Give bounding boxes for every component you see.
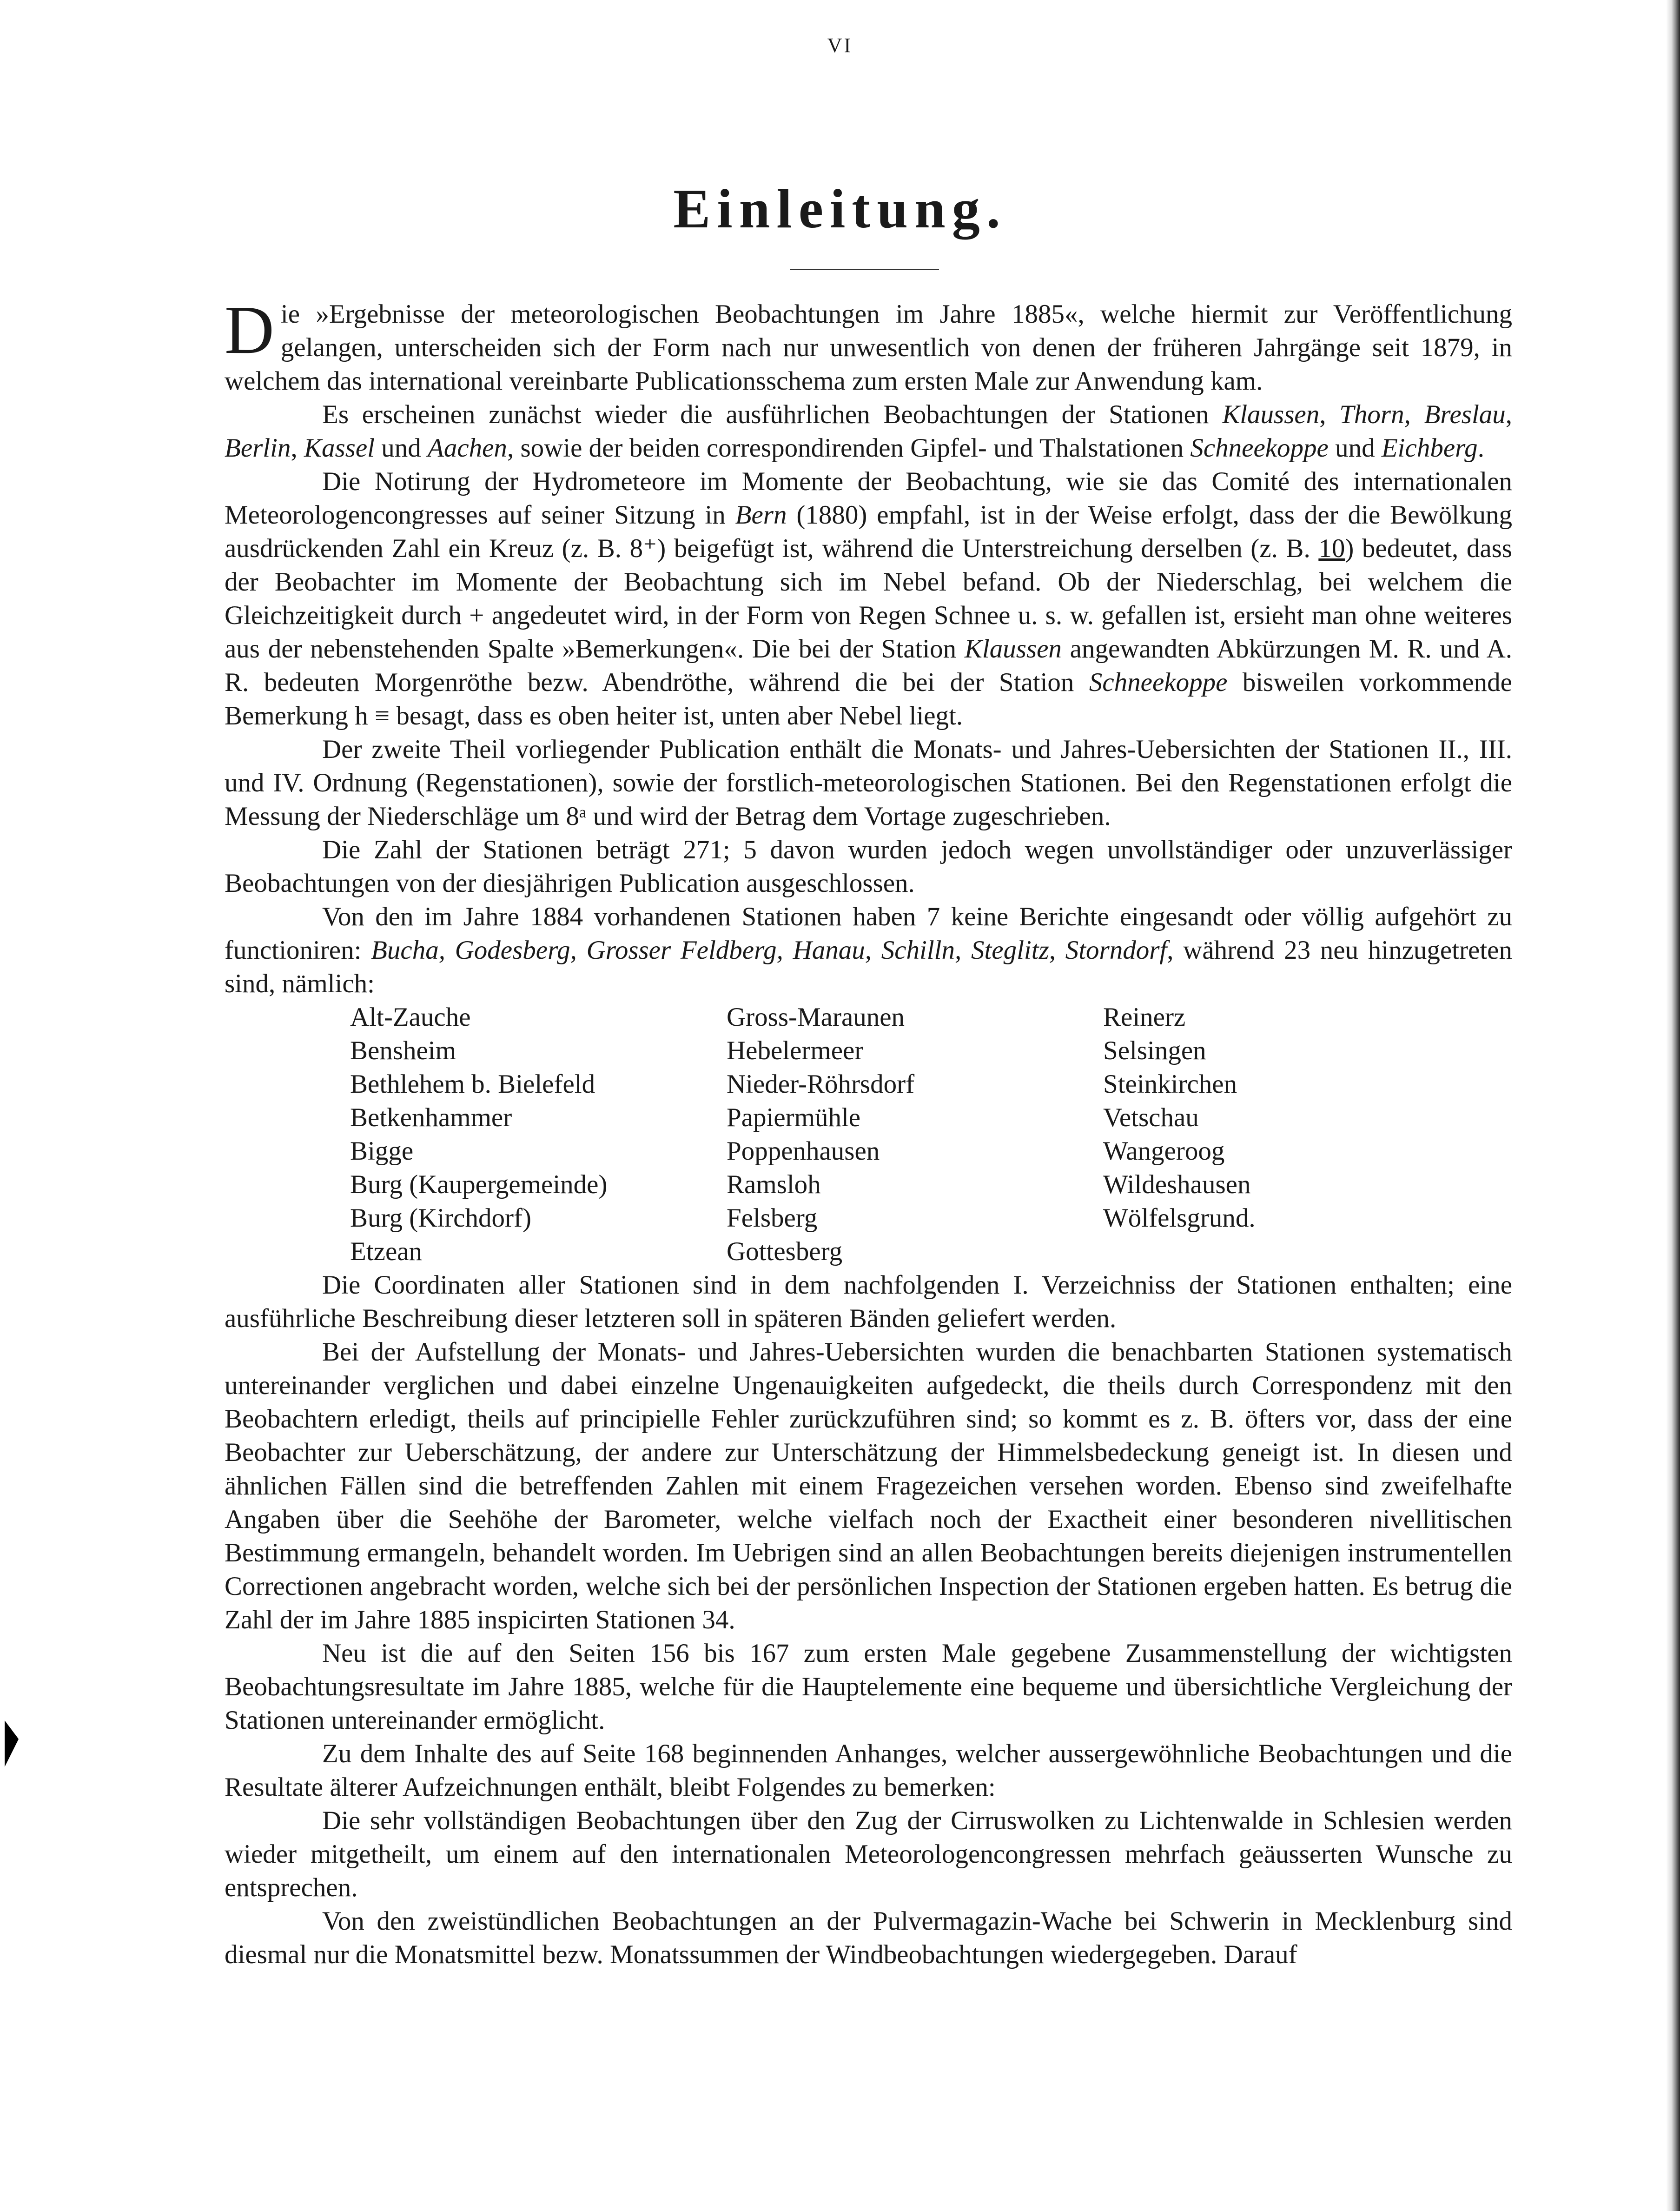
station-entry: Bethlehem b. Bielefeld <box>350 1069 595 1099</box>
text-span: , <box>1404 400 1424 429</box>
station-name: Breslau <box>1424 400 1506 429</box>
station-entry: Betkenhammer <box>350 1103 512 1132</box>
station-entry: Papiermühle <box>727 1103 861 1132</box>
place-name: Bern <box>735 500 787 530</box>
paragraph-intro-text: ie »Ergebnisse der meteorologischen Beobachtungen im Jahre 1885«, welche hiermit zur Veröffentlichung gelangen, unterscheiden sich der Form nach nur unwesentlich von denen der früheren Jahrgänge seit 1879, in welchem das international vereinbarte Publicationsschema zum ersten Male zur Anwendung kam. <box>225 299 1512 396</box>
station-entry: Selsingen <box>1103 1036 1206 1065</box>
title-divider <box>790 269 939 270</box>
station-entry: Steinkirchen <box>1103 1069 1237 1099</box>
station-entry: Wildeshausen <box>1103 1170 1251 1199</box>
paragraph-stations-main <box>225 398 1512 465</box>
underlined-example: 10 <box>1318 534 1345 563</box>
paragraph-summary-table: Neu ist die auf den Seiten 156 bis 167 zum ersten Male gegebene Zusammenstellung der wichtigsten Beobachtungsresultate im Jahre 1885, welche für die Hauptelemente eine bequeme und übersichtliche Vergleichung der Stationen untereinander ermöglicht. <box>225 1639 1512 1735</box>
text-span: , während 23 neu hinzugetreten sind, nämlich: <box>225 936 1512 998</box>
station-name: Eichberg <box>1381 433 1478 463</box>
station-entry: Alt-Zauche <box>350 1003 471 1032</box>
text-span: , <box>291 433 304 463</box>
closed-station-list: Bucha, Godesberg, Grosser Feldberg, Hanau, Schilln, Steglitz, Storndorf <box>371 936 1167 965</box>
text-span: (1880) empfahl, ist in der Weise erfolgt, dass der die Bewölkung ausdrückenden Zahl ein Kreuz (z. B. 8⁺) beigefügt ist, während die Unterstreichung derselben (z. B. <box>225 500 1512 563</box>
page-edge <box>1666 0 1680 2211</box>
paragraph-coordinates: Die Coordinaten aller Stationen sind in dem nachfolgenden I. Verzeichniss der Stationen enthalten; eine ausführliche Beschreibung dieser letzteren soll in späteren Bänden geliefert werden. <box>225 1270 1512 1333</box>
paragraph-second-part: Der zweite Theil vorliegender Publication enthält die Monats- und Jahres-Uebersichten der Stationen II., III. und IV. Ordnung (Regenstationen), sowie der forstlich-meteorologischen Stationen. Bei den Regenstationen erfolgt die Messung der Niederschläge um 8ᵃ und wird der Betrag dem Vortage zugeschrieben. <box>225 735 1512 831</box>
text-span: , sowie der beiden correspondirenden Gipfel- und Thalstationen <box>507 433 1191 463</box>
margin-mark <box>5 1720 19 1767</box>
paragraph-closed-stations <box>225 900 1512 1001</box>
station-entry: Felsberg <box>727 1203 818 1233</box>
station-name: Thorn <box>1339 400 1404 429</box>
station-entry: Gross-Maraunen <box>727 1003 905 1032</box>
station-name: Berlin <box>225 433 291 463</box>
station-name: Schneekoppe <box>1190 433 1329 463</box>
station-entry: Bensheim <box>350 1036 456 1065</box>
station-entry: Hebelermeer <box>727 1036 864 1065</box>
page-title: Einleitung. <box>673 178 1007 239</box>
station-name: Schneekoppe <box>1089 668 1228 697</box>
paragraph-station-count: Die Zahl der Stationen beträgt 271; 5 davon wurden jedoch wegen unvollständiger oder unzuverlässiger Beobachtungen von der diesjährigen Publication ausgeschlossen. <box>225 835 1512 898</box>
text-span: , <box>1319 400 1340 429</box>
station-entry <box>1103 1235 1429 1268</box>
body-text <box>225 292 1513 1972</box>
station-entry: Ramsloh <box>727 1170 821 1199</box>
station-name: Klaussen <box>964 634 1062 664</box>
text-span: , <box>1505 400 1513 429</box>
paragraph-comparison: Bei der Aufstellung der Monats- und Jahres-Uebersichten wurden die benachbarten Stationen systematisch untereinander verglichen und dabei einzelne Ungenauigkeiten aufgedeckt, die theils durch Correspondenz mit den Beobachtern erledigt, theils auf principielle Fehler zurückzuführen sind; so kommt es z. B. öfters vor, dass der eine Beobachter zur Ueberschätzung, der andere zur Unterschätzung der Himmelsbedeckung geneigt ist. In diesen und ähnlichen Fällen sind die betreffenden Zahlen mit einem Fragezeichen versehen worden. Ebenso sind zweifelhafte Angaben über die Seehöhe der Barometer, welche vielfach noch der Exactheit einer besonderen nivellitischen Bestimmung ermangeln, behandelt worden. Im Uebrigen sind an allen Beobachtungen bereits diejenigen instrumentellen Correctionen angebracht worden, welche sich bei der persönlichen Inspection der Stationen ergeben hatten. Es betrug die Zahl der im Jahre 1885 inspicirten Stationen 34. <box>225 1337 1512 1634</box>
page-number: VI <box>827 34 853 57</box>
text-span: Von den im Jahre 1884 vorhandenen Stationen haben 7 keine Berichte eingesandt oder völlig aufgehört zu functioniren: <box>225 902 1512 965</box>
station-name: Klaussen <box>1222 400 1320 429</box>
station-entry: Nieder-Röhrsdorf <box>727 1069 915 1099</box>
text-span: bisweilen vorkommende Bemerkung h ≡ besagt, dass es oben heiter ist, unten aber Nebel liegt. <box>225 668 1512 730</box>
station-entry: Vetschau <box>1103 1103 1199 1132</box>
paragraph-hydrometeors <box>225 465 1512 733</box>
text-span: Es erscheinen zunächst wieder die ausführlichen Beobachtungen der Stationen <box>322 400 1223 429</box>
station-entry: Wölfelsgrund. <box>1103 1203 1256 1233</box>
text-span: und <box>1328 433 1382 463</box>
paragraph-intro <box>225 292 1512 398</box>
station-entry: Poppenhausen <box>727 1136 880 1166</box>
station-entry: Bigge <box>350 1136 414 1166</box>
station-entry: Etzean <box>350 1237 423 1266</box>
station-name: Kassel <box>304 433 375 463</box>
station-entry: Wangeroog <box>1103 1136 1225 1166</box>
text-span: ) bedeutet, dass der Beobachter im Momente der Beobachtung sich im Nebel befand. Ob der Niederschlag, bei welchem die Gleichzeitigkeit durch + angedeutet wird, in der Form von Regen Schnee u. s. w. gefallen ist, ersieht man ohne weiteres aus der nebenstehenden Spalte »Bemerkungen«. Die bei der Station <box>225 534 1512 664</box>
station-entry: Burg (Kirchdorf) <box>350 1203 531 1233</box>
station-entry: Reinerz <box>1103 1003 1186 1032</box>
paragraph-appendix: Zu dem Inhalte des auf Seite 168 beginnenden Anhanges, welcher aussergewöhnliche Beobachtungen und die Resultate älterer Aufzeichnungen enthält, bleibt Folgendes zu bemerken: <box>225 1739 1512 1802</box>
station-name: Aachen <box>428 433 507 463</box>
new-stations-list <box>350 1001 1512 1268</box>
station-entry: Gottesberg <box>727 1237 843 1266</box>
text-span: und <box>375 433 428 463</box>
station-entry: Burg (Kaupergemeinde) <box>350 1170 608 1199</box>
drop-cap: D <box>225 292 274 368</box>
text-span: . <box>1477 433 1484 463</box>
text-span: Die Notirung der Hydrometeore im Momente der Beobachtung, wie sie das Comité des internationalen Meteorologencongresses auf seiner Sitzung in <box>225 467 1512 530</box>
paragraph-schwerin: Von den zweistündlichen Beobachtungen an der Pulvermagazin-Wache bei Schwerin in Mecklenburg sind diesmal nur die Monatsmittel bezw. Monatssummen der Windbeobachtungen wiedergegeben. Darauf <box>225 1906 1512 1969</box>
text-span: angewandten Abkürzungen M. R. und A. R. bedeuten Morgenröthe bezw. Abendröthe, während die bei der Station <box>225 634 1512 697</box>
paragraph-cirrus: Die sehr vollständigen Beobachtungen über den Zug der Cirruswolken zu Lichtenwalde in Schlesien werden wieder mitgetheilt, um einem auf den internationalen Meteorologencongressen mehrfach geäusserten Wunsche zu entsprechen. <box>225 1806 1512 1902</box>
